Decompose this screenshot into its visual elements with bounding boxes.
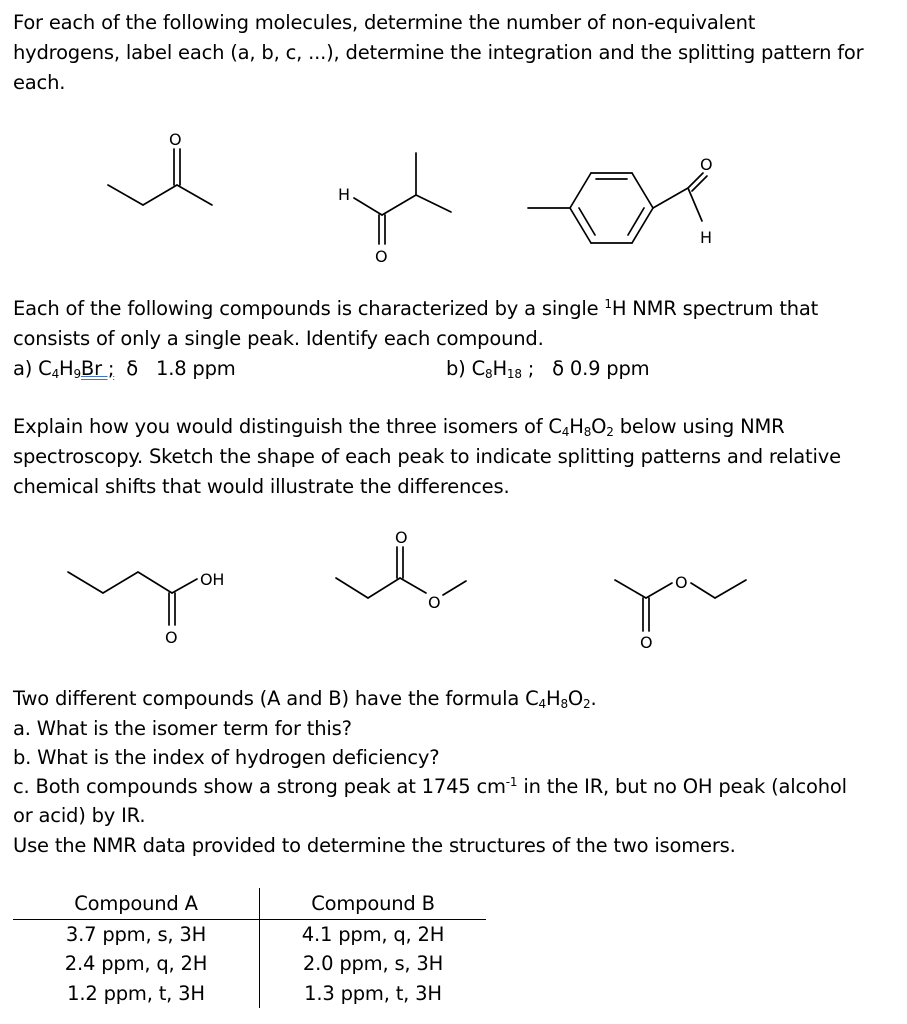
oxygen-label: O [700, 155, 713, 174]
hydrogen-label: H [700, 228, 712, 247]
question-c-line-2: or acid) by IR. [13, 804, 146, 827]
molecule-methyl-propanoate [330, 525, 490, 615]
question-a: a. What is the isomer term for this? [13, 717, 352, 740]
isomers-line-2: spectroscopy. Sketch the shape of each peak to indicate splitting patterns and relative [13, 445, 841, 468]
molecule-ethyl-acetate [605, 565, 765, 660]
molecule-tolualdehyde [520, 145, 730, 255]
table-header-row [13, 888, 486, 919]
carbonyl-oxygen-label: O [640, 633, 653, 652]
isomers-line-3: chemical shifts that would illustrate the differences. [13, 475, 510, 498]
oxygen-label: O [169, 130, 182, 149]
isomers-line-1: Explain how you would distinguish the three isomers of $C_4H_8O_2$ below using NMR [13, 415, 785, 439]
instruction-line: Use the NMR data provided to determine the structures of the two isomers. [13, 834, 736, 857]
table-row [13, 949, 486, 979]
molecule-butanoic-acid [60, 555, 250, 655]
table-cell: 1.2 ppm, t, 3H [13, 979, 260, 1009]
carbonyl-oxygen-label: O [395, 528, 408, 547]
question-b: b. What is the index of hydrogen deficiency? [13, 746, 440, 769]
hydroxyl-label: OH [200, 570, 225, 589]
intro-line-2: hydrogens, label each (a, b, c, ...), determine the integration and the splitting pattern for [13, 41, 864, 64]
intro-line-1: For each of the following molecules, determine the number of non-equivalent [13, 11, 756, 34]
ether-oxygen-label: O [428, 593, 441, 612]
table-row [13, 979, 486, 1009]
header-compound-b: Compound B [260, 888, 487, 919]
nmr-single-peak-line-1: Each of the following compounds is characterized by a single $^1$H NMR spectrum that [13, 297, 819, 320]
table-row [13, 919, 486, 949]
table-cell: 3.7 ppm, s, 3H [13, 919, 260, 949]
table-cell: 2.0 ppm, s, 3H [302, 952, 444, 975]
hydrogen-label: H [338, 185, 350, 204]
table-cell: 1.3 ppm, t, 3H [304, 981, 442, 1005]
intro-line-3: each. [13, 71, 66, 94]
molecule-butanone [100, 125, 230, 215]
nmr-data-table [13, 888, 486, 1008]
formula-line: Two different compounds (A and B) have the formula $C_4H_8O_2$. [13, 687, 597, 711]
table-cell: 2.4 ppm, q, 2H [13, 949, 260, 979]
oxygen-label: O [375, 247, 388, 266]
oxygen-label: O [165, 628, 178, 647]
molecule-isobutyraldehyde [330, 140, 470, 270]
part-a: a) $C_4H_9Br$ ; δ 1.8 ppm [13, 357, 236, 381]
table-cell: 4.1 ppm, q, 2H [301, 922, 445, 946]
ether-oxygen-label: O [675, 573, 688, 592]
part-b: b) $C_8H_{18}$ ; δ 0.9 ppm [446, 357, 650, 381]
question-c-line-1: c. Both compounds show a strong peak at 1745 $cm^{-1}$ in the IR, but no OH peak (alcohol [13, 775, 847, 798]
nmr-single-peak-line-2: consists of only a single peak. Identify each compound. [13, 327, 544, 350]
header-compound-a: Compound A [13, 888, 260, 919]
